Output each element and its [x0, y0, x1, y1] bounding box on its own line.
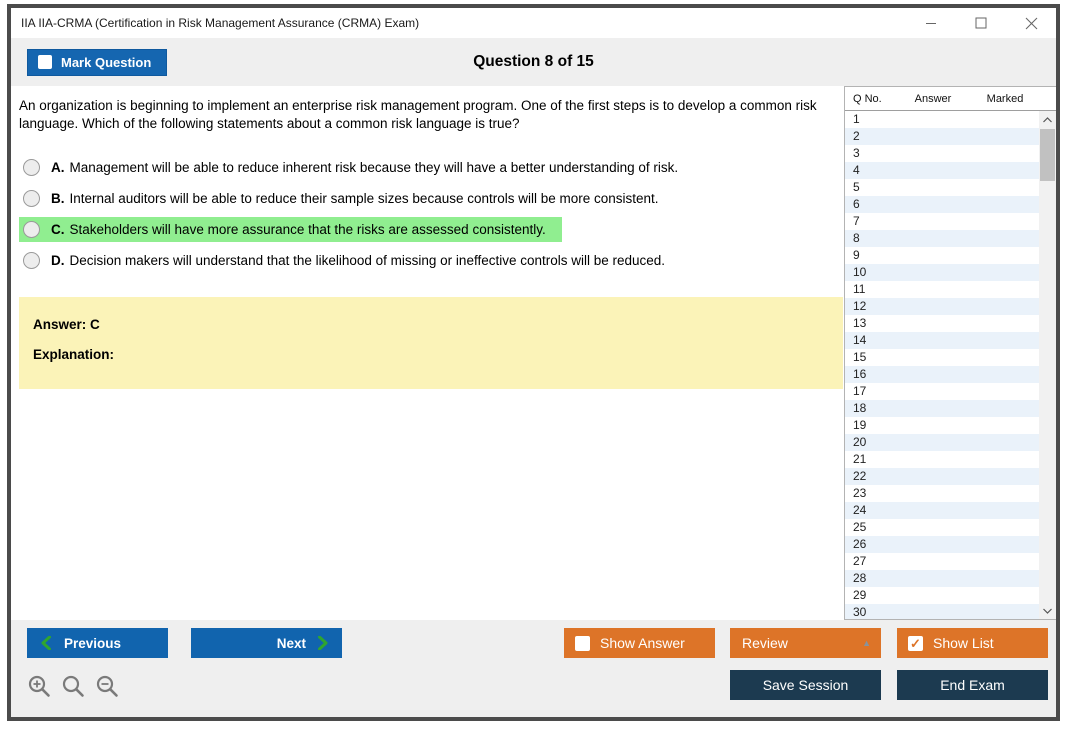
- radio-option-b[interactable]: [23, 190, 40, 207]
- qlist-cell-marked: [971, 502, 1039, 519]
- qlist-cell-marked: [971, 366, 1039, 383]
- qlist-cell-answer: [895, 247, 971, 264]
- qlist-cell-marked: [971, 213, 1039, 230]
- option-text: Stakeholders will have more assurance that the risks are assessed consistently.: [69, 222, 546, 237]
- qlist-cell-answer: [895, 570, 971, 587]
- save-session-label: Save Session: [762, 677, 849, 693]
- question-list-row[interactable]: [845, 587, 1039, 604]
- qlist-cell-marked: [971, 349, 1039, 366]
- qlist-cell-answer: [895, 162, 971, 179]
- qlist-cell-qno: 19: [853, 418, 867, 432]
- qlist-cell-answer: [895, 145, 971, 162]
- qlist-cell-marked: [971, 587, 1039, 604]
- qlist-cell-answer: [895, 587, 971, 604]
- question-list-row[interactable]: [845, 281, 1039, 298]
- qlist-cell-answer: [895, 230, 971, 247]
- mark-question-button[interactable]: [27, 49, 167, 76]
- qlist-cell-qno: 3: [853, 146, 860, 160]
- qlist-cell-qno: 29: [853, 588, 867, 602]
- qlist-cell-answer: [895, 468, 971, 485]
- header-band: [11, 38, 1056, 86]
- question-list-row[interactable]: [845, 570, 1039, 587]
- question-panel: [11, 86, 844, 620]
- previous-button[interactable]: [27, 628, 168, 658]
- option-letter: D.: [51, 253, 65, 268]
- qlist-cell-qno: 24: [853, 503, 867, 517]
- qlist-cell-answer: [895, 383, 971, 400]
- qlist-cell-marked: [971, 298, 1039, 315]
- qlist-cell-qno: 17: [853, 384, 867, 398]
- question-list-row[interactable]: [845, 468, 1039, 485]
- qlist-cell-marked: [971, 179, 1039, 196]
- qlist-cell-marked: [971, 145, 1039, 162]
- option-text: Internal auditors will be able to reduce their sample sizes because controls will be more consistent.: [69, 191, 659, 206]
- qlist-cell-marked: [971, 519, 1039, 536]
- qlist-cell-marked: [971, 332, 1039, 349]
- qlist-cell-qno: 28: [853, 571, 867, 585]
- qlist-cell-answer: [895, 111, 971, 128]
- qlist-cell-marked: [971, 434, 1039, 451]
- qlist-cell-answer: [895, 502, 971, 519]
- question-list-row[interactable]: [845, 162, 1039, 179]
- review-label: Review: [742, 635, 788, 651]
- qlist-cell-marked: [971, 536, 1039, 553]
- options-list: [19, 155, 836, 273]
- answer-option[interactable]: [19, 217, 562, 242]
- question-list-row[interactable]: [845, 247, 1039, 264]
- content-area: [11, 86, 1056, 620]
- qlist-cell-answer: [895, 281, 971, 298]
- qlist-cell-marked: [971, 570, 1039, 587]
- end-exam-label: End Exam: [940, 677, 1005, 693]
- question-list: [845, 111, 1056, 619]
- mark-question-label: Mark Question: [61, 54, 152, 70]
- title-bar: [11, 8, 1056, 38]
- question-list-row[interactable]: [845, 315, 1039, 332]
- qlist-cell-qno: 4: [853, 163, 860, 177]
- qlist-cell-answer: [895, 485, 971, 502]
- option-text: Management will be able to reduce inherent risk because they will have a better understanding of risk.: [69, 160, 679, 175]
- qlist-cell-qno: 20: [853, 435, 867, 449]
- zoom-in-icon[interactable]: [27, 674, 52, 699]
- footer-bar: [11, 620, 1056, 717]
- answer-value: Answer: C: [33, 317, 100, 332]
- qlist-cell-qno: 21: [853, 452, 867, 466]
- qlist-cell-qno: 10: [853, 265, 867, 279]
- column-header-marked: Marked: [986, 92, 1024, 105]
- question-list-row[interactable]: [845, 332, 1039, 349]
- question-list-row[interactable]: [845, 196, 1039, 213]
- question-list-row[interactable]: [845, 536, 1039, 553]
- option-text: Decision makers will understand that the likelihood of missing or ineffective controls will be reduced.: [69, 253, 666, 268]
- option-letter: A.: [51, 160, 65, 175]
- radio-option-d[interactable]: [23, 252, 40, 269]
- question-list-row[interactable]: [845, 383, 1039, 400]
- qlist-cell-answer: [895, 196, 971, 213]
- qlist-cell-answer: [895, 179, 971, 196]
- show-answer-button[interactable]: [564, 628, 715, 658]
- window-controls: [906, 8, 1056, 38]
- close-button[interactable]: [1006, 8, 1056, 38]
- question-list-row[interactable]: [845, 451, 1039, 468]
- qlist-cell-qno: 16: [853, 367, 867, 381]
- qlist-cell-answer: [895, 315, 971, 332]
- qlist-cell-marked: [971, 553, 1039, 570]
- qlist-cell-answer: [895, 400, 971, 417]
- qlist-cell-answer: [895, 264, 971, 281]
- qlist-cell-answer: [895, 451, 971, 468]
- question-list-row[interactable]: [845, 417, 1039, 434]
- option-letter: B.: [51, 191, 65, 206]
- mark-question-checkbox[interactable]: [38, 55, 52, 69]
- previous-label: Previous: [64, 635, 122, 651]
- qlist-cell-qno: 30: [853, 605, 867, 619]
- question-list-row[interactable]: [845, 519, 1039, 536]
- question-list-row[interactable]: [845, 553, 1039, 570]
- next-label: Next: [276, 635, 306, 651]
- question-list-row[interactable]: [845, 230, 1039, 247]
- question-text: An organization is beginning to implement an enterprise risk management program. One of the first steps is to develop a common risk language. Which of the following statements about a common risk language is true?: [19, 98, 817, 131]
- question-list-scrollbar[interactable]: [1039, 111, 1056, 619]
- qlist-cell-answer: [895, 213, 971, 230]
- question-list-header: [845, 87, 1056, 111]
- question-list-row[interactable]: [845, 400, 1039, 417]
- qlist-cell-answer: [895, 536, 971, 553]
- qlist-cell-answer: [895, 349, 971, 366]
- column-header-answer: Answer: [914, 92, 952, 105]
- question-list-row[interactable]: [845, 485, 1039, 502]
- app-window: [7, 4, 1060, 721]
- qlist-cell-marked: [971, 281, 1039, 298]
- qlist-cell-answer: [895, 553, 971, 570]
- answer-option[interactable]: [19, 248, 681, 273]
- minimize-icon: [925, 17, 937, 29]
- qlist-cell-marked: [971, 468, 1039, 485]
- qlist-cell-marked: [971, 162, 1039, 179]
- qlist-cell-qno: 8: [853, 231, 860, 245]
- qlist-cell-marked: [971, 315, 1039, 332]
- question-counter: Question 8 of 15: [473, 53, 594, 70]
- qlist-cell-marked: [971, 400, 1039, 417]
- radio-option-c[interactable]: [23, 221, 40, 238]
- qlist-cell-qno: 7: [853, 214, 860, 228]
- show-list-button[interactable]: [897, 628, 1048, 658]
- radio-option-a[interactable]: [23, 159, 40, 176]
- answer-option[interactable]: [19, 155, 694, 180]
- qlist-cell-qno: 9: [853, 248, 860, 262]
- end-exam-button[interactable]: [897, 670, 1048, 700]
- explanation-label: Explanation:: [33, 347, 115, 362]
- question-list-row[interactable]: [845, 604, 1039, 619]
- question-list-row[interactable]: [845, 111, 1039, 128]
- qlist-cell-qno: 23: [853, 486, 867, 500]
- question-list-row[interactable]: [845, 213, 1039, 230]
- question-list-row[interactable]: [845, 434, 1039, 451]
- qlist-cell-marked: [971, 451, 1039, 468]
- question-list-row[interactable]: [845, 179, 1039, 196]
- qlist-cell-qno: 27: [853, 554, 867, 568]
- qlist-cell-qno: 25: [853, 520, 867, 534]
- window-title: IIA IIA-CRMA (Certification in Risk Management Assurance (CRMA) Exam): [21, 16, 420, 30]
- qlist-cell-qno: 2: [853, 129, 860, 143]
- question-list-row[interactable]: [845, 128, 1039, 145]
- maximize-icon: [975, 17, 987, 29]
- scroll-up-icon[interactable]: [1039, 111, 1056, 128]
- show-answer-checkbox[interactable]: [575, 636, 590, 651]
- caret-up-icon: ▲: [862, 638, 871, 648]
- question-list-row[interactable]: [845, 298, 1039, 315]
- qlist-cell-marked: [971, 417, 1039, 434]
- qlist-cell-qno: 5: [853, 180, 860, 194]
- qlist-cell-marked: [971, 128, 1039, 145]
- qlist-cell-qno: 13: [853, 316, 867, 330]
- question-list-row[interactable]: [845, 145, 1039, 162]
- scrollbar-thumb[interactable]: [1040, 129, 1055, 181]
- minimize-button[interactable]: [906, 8, 956, 38]
- qlist-cell-qno: 22: [853, 469, 867, 483]
- qlist-cell-answer: [895, 332, 971, 349]
- qlist-cell-answer: [895, 519, 971, 536]
- qlist-cell-marked: [971, 111, 1039, 128]
- qlist-cell-qno: 15: [853, 350, 867, 364]
- close-icon: [1025, 17, 1038, 30]
- chevron-left-icon: [41, 636, 51, 650]
- qlist-cell-qno: 1: [853, 112, 860, 126]
- qlist-cell-qno: 26: [853, 537, 867, 551]
- show-answer-label: Show Answer: [600, 635, 685, 651]
- qlist-cell-marked: [971, 383, 1039, 400]
- qlist-cell-qno: 18: [853, 401, 867, 415]
- qlist-cell-answer: [895, 298, 971, 315]
- qlist-cell-answer: [895, 417, 971, 434]
- show-list-label: Show List: [933, 635, 994, 651]
- qlist-cell-answer: [895, 434, 971, 451]
- show-list-checkbox[interactable]: ✓: [908, 636, 923, 651]
- column-header-qno: Q No.: [853, 92, 882, 105]
- qlist-cell-marked: [971, 604, 1039, 619]
- chevron-right-icon: [318, 636, 328, 650]
- answer-explanation-panel: [19, 297, 843, 389]
- review-dropdown-button[interactable]: [730, 628, 881, 658]
- question-list-row[interactable]: [845, 366, 1039, 383]
- question-list-row[interactable]: [845, 502, 1039, 519]
- scroll-down-icon[interactable]: [1039, 602, 1056, 619]
- qlist-cell-marked: [971, 264, 1039, 281]
- qlist-cell-qno: 12: [853, 299, 867, 313]
- qlist-cell-marked: [971, 196, 1039, 213]
- next-button[interactable]: [191, 628, 342, 658]
- qlist-cell-answer: [895, 128, 971, 145]
- answer-option[interactable]: [19, 186, 675, 211]
- zoom-out-icon[interactable]: [95, 674, 120, 699]
- question-list-row[interactable]: [845, 349, 1039, 366]
- zoom-reset-icon[interactable]: [61, 674, 86, 699]
- zoom-tools: [27, 674, 120, 699]
- qlist-cell-qno: 11: [853, 282, 866, 296]
- maximize-button[interactable]: [956, 8, 1006, 38]
- save-session-button[interactable]: [730, 670, 881, 700]
- qlist-cell-qno: 6: [853, 197, 860, 211]
- qlist-cell-answer: [895, 366, 971, 383]
- qlist-cell-answer: [895, 604, 971, 619]
- qlist-cell-marked: [971, 230, 1039, 247]
- option-letter: C.: [51, 222, 65, 237]
- qlist-cell-qno: 14: [853, 333, 867, 347]
- qlist-cell-marked: [971, 247, 1039, 264]
- question-list-panel: [844, 86, 1056, 620]
- question-list-row[interactable]: [845, 264, 1039, 281]
- qlist-cell-marked: [971, 485, 1039, 502]
